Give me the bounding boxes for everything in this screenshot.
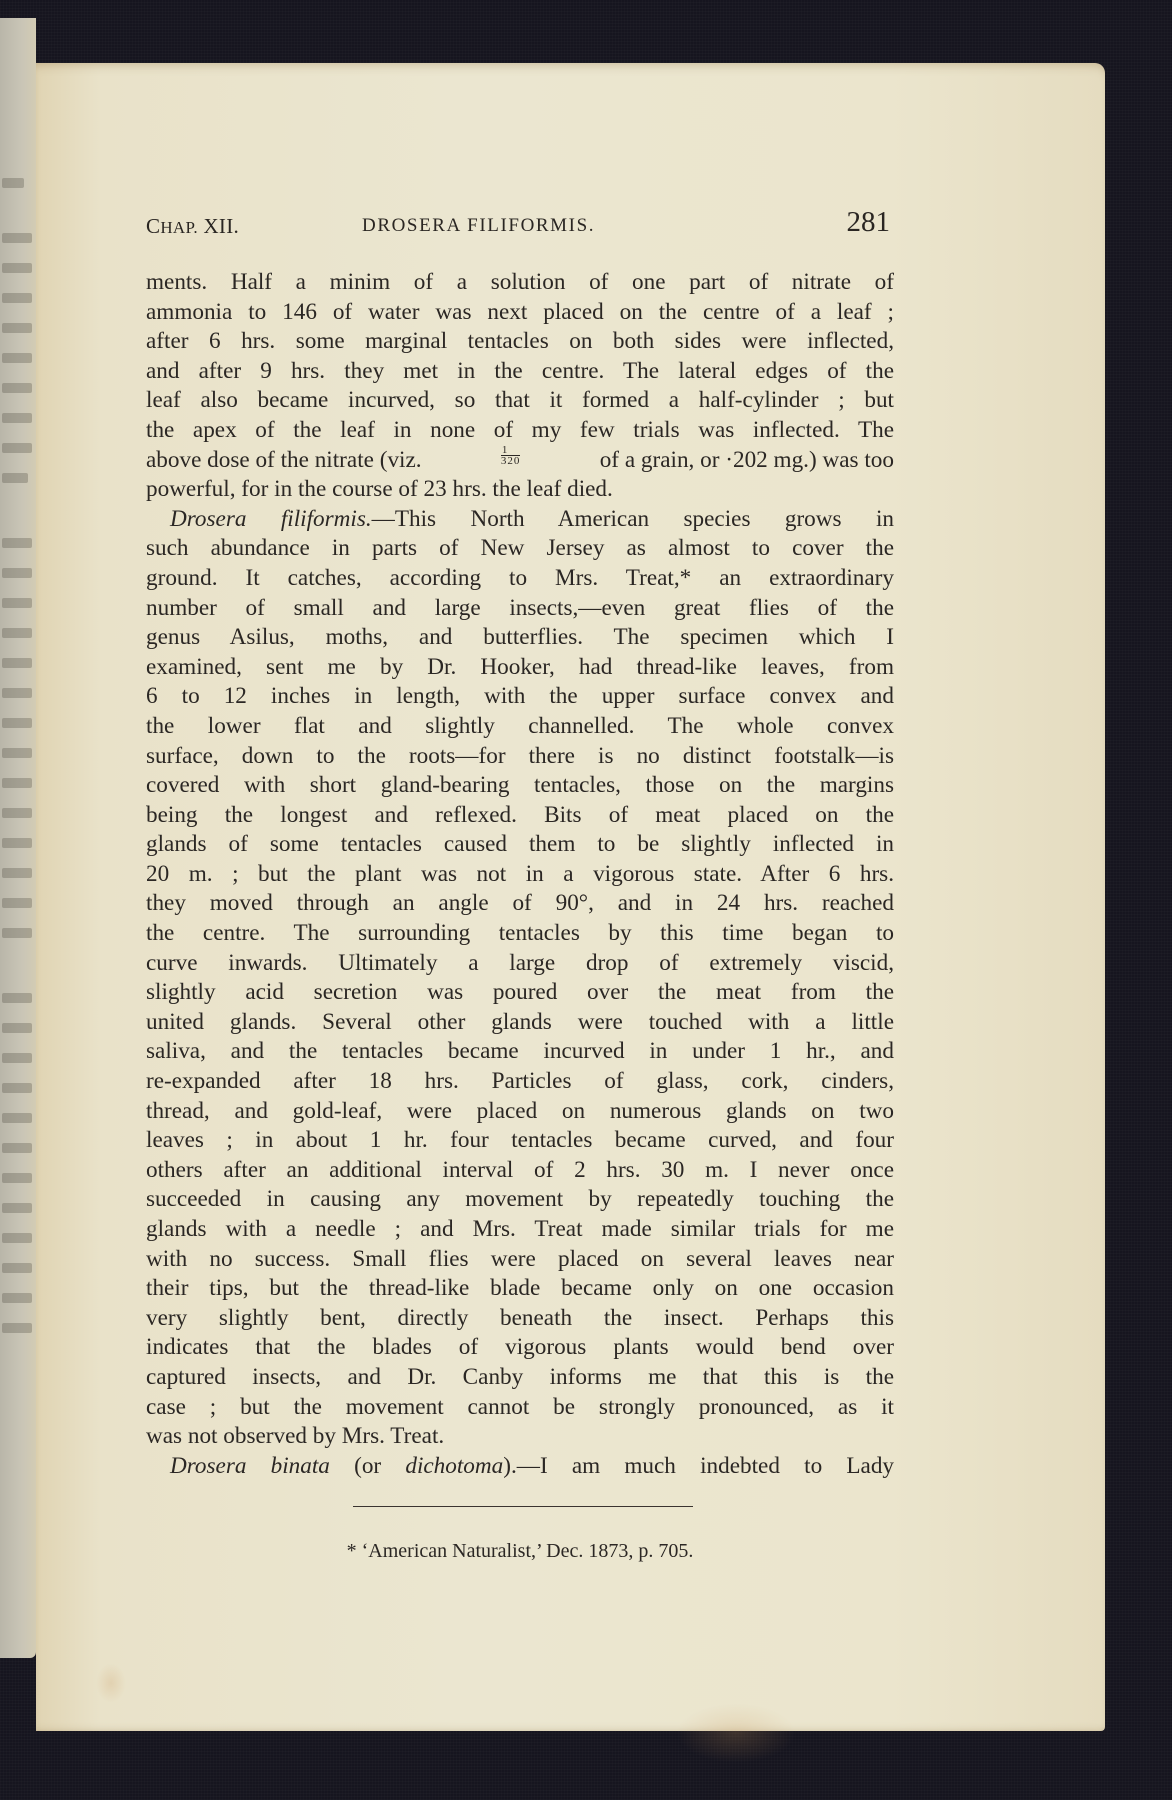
ghost-text-line	[2, 628, 32, 638]
ghost-text-line	[2, 1023, 32, 1033]
ghost-text-line	[2, 263, 32, 273]
text-line: the lower flat and slightly channelled. The whole convex	[146, 712, 894, 739]
fraction-numerator: 1	[501, 445, 521, 456]
previous-page-edge	[0, 18, 36, 1658]
ghost-text-line	[2, 1113, 32, 1123]
ghost-text-line	[2, 538, 32, 548]
dose-line-after: of a grain, or ·202 mg.) was too	[599, 446, 894, 473]
text-line: 20 m. ; but the plant was not in a vigorous state. After 6 hrs.	[146, 860, 894, 887]
text-line: the centre. The surrounding tentacles by this time began to	[146, 920, 894, 947]
fraction-denominator: 320	[500, 454, 521, 467]
ghost-text-line	[2, 838, 32, 848]
ghost-text-line	[2, 178, 24, 188]
ghost-text-line	[2, 808, 32, 818]
text-line: the apex of the leaf in none of my few trials was inflected. The	[146, 416, 894, 443]
ghost-text-line	[2, 568, 32, 578]
dose-line-before: above dose of the nitrate (viz.	[146, 446, 422, 473]
text-line: curve inwards. Ultimately a large drop of extremely viscid,	[146, 949, 894, 976]
ghost-text-line	[2, 898, 32, 908]
ghost-text-line	[2, 1173, 32, 1183]
species-name: Drosera binata	[170, 1452, 330, 1479]
text-line: ammonia to 146 of water was next placed on the centre of a leaf ;	[146, 298, 894, 325]
ghost-text-line	[2, 1263, 32, 1273]
ghost-text-line	[2, 993, 32, 1003]
text-fragment: ).—I am much indebted to Lady	[503, 1452, 895, 1479]
chapter-label-initial: C	[146, 214, 161, 238]
text-line: slightly acid secretion was poured over the meat from the	[146, 979, 894, 1006]
ghost-text-line	[2, 748, 32, 758]
ghost-text-line	[2, 688, 32, 698]
text-fragment: (or	[354, 1452, 382, 1479]
ghost-text-line	[2, 1293, 32, 1303]
text-line: others after an additional interval of 2 hrs. 30 m. I never once	[146, 1156, 894, 1183]
ghost-text-line	[2, 1323, 32, 1333]
paper-stain	[96, 1663, 126, 1703]
text-line: after 6 hrs. some marginal tentacles on both sides were inflected,	[146, 328, 894, 355]
text-line: captured insects, and Dr. Canby informs me that this is the	[146, 1363, 894, 1390]
species-alt-name: dichotoma	[405, 1452, 504, 1479]
text-line: such abundance in parts of New Jersey as almost to cover the	[146, 535, 894, 562]
ghost-text-line	[2, 868, 32, 878]
running-title: DROSERA FILIFORMIS.	[362, 215, 596, 236]
chapter-label	[146, 214, 239, 239]
ghost-text-line	[2, 293, 32, 303]
text-line: succeeded in causing any movement by repeatedly touching the	[146, 1186, 894, 1213]
binata-first-line	[146, 1452, 894, 1482]
footnote: * ‘American Naturalist,’ Dec. 1873, p. 705.	[346, 1540, 694, 1562]
text-line: was not observed by Mrs. Treat.	[146, 1423, 445, 1450]
ghost-text-line	[2, 778, 32, 788]
text-line: ground. It catches, according to Mrs. Treat,* an extraordinary	[146, 564, 894, 591]
ghost-text-line	[2, 658, 32, 668]
body-text	[146, 268, 894, 1481]
ghost-text-line	[2, 233, 32, 243]
ghost-text-line	[2, 718, 32, 728]
text-line: with no success. Small flies were placed on several leaves near	[146, 1245, 894, 1272]
text-fragment: —This North American species grows in	[371, 505, 894, 532]
text-line: thread, and gold-leaf, were placed on numerous glands on two	[146, 1097, 894, 1124]
text-line: being the longest and reflexed. Bits of meat placed on the	[146, 801, 894, 828]
paper-stain	[676, 1703, 796, 1763]
text-line: very slightly bent, directly beneath the insect. Perhaps this	[146, 1304, 894, 1331]
ghost-text-line	[2, 473, 28, 483]
text-line: examined, sent me by Dr. Hooker, had thread-like leaves, from	[146, 653, 894, 680]
ghost-text-line	[2, 598, 32, 608]
text-line: united glands. Several other glands were touched with a little	[146, 1008, 894, 1035]
text-line: 6 to 12 inches in length, with the upper surface convex and	[146, 683, 894, 710]
text-line: indicates that the blades of vigorous plants would bend over	[146, 1334, 894, 1361]
text-line: re-expanded after 18 hrs. Particles of glass, cork, cinders,	[146, 1068, 894, 1095]
ghost-text-line	[2, 443, 32, 453]
text-line: and after 9 hrs. they met in the centre. The lateral edges of the	[146, 357, 894, 384]
text-line: their tips, but the thread-like blade became only on one occasion	[146, 1275, 894, 1302]
ghost-text-line	[2, 383, 32, 393]
text-line: glands of some tentacles caused them to be slightly inflected in	[146, 831, 894, 858]
ghost-text-line	[2, 353, 32, 363]
ghost-text-line	[2, 1053, 32, 1063]
text-line: ments. Half a minim of a solution of one part of nitrate of	[146, 269, 894, 295]
text-line: number of small and large insects,—even great flies of the	[146, 594, 894, 621]
ghost-text-line	[2, 1233, 32, 1243]
dose-line	[146, 443, 894, 476]
chapter-number: XII.	[203, 214, 240, 238]
ghost-text-line	[2, 1143, 32, 1153]
text-line: leaves ; in about 1 hr. four tentacles became curved, and four	[146, 1127, 894, 1154]
text-line: case ; but the movement cannot be strongly pronounced, as it	[146, 1393, 894, 1420]
filiformis-first-line	[146, 505, 894, 535]
text-line: covered with short gland-bearing tentacles, those on the margins	[146, 772, 894, 799]
ghost-text-line	[2, 413, 32, 423]
text-line: surface, down to the roots—for there is no distinct footstalk—is	[146, 742, 894, 769]
text-line: powerful, for in the course of 23 hrs. the leaf died.	[146, 476, 613, 503]
text-line: they moved through an angle of 90°, and in 24 hrs. reached	[146, 890, 894, 917]
page-number: 281	[846, 206, 890, 238]
species-name: Drosera filiformis.	[170, 505, 372, 532]
ghost-text-line	[2, 1083, 32, 1093]
running-head	[146, 206, 894, 240]
text-line: leaf also became incurved, so that it formed a half-cylinder ; but	[146, 387, 894, 414]
chapter-label-smallcaps: HAP.	[160, 218, 198, 237]
fraction	[501, 445, 521, 475]
text-line: glands with a needle ; and Mrs. Treat made similar trials for me	[146, 1216, 894, 1242]
text-line: saliva, and the tentacles became incurved in under 1 hr., and	[146, 1038, 894, 1065]
footnote-rule	[353, 1506, 693, 1507]
ghost-text-line	[2, 1203, 32, 1213]
ghost-text-line	[2, 928, 32, 938]
text-line: genus Asilus, moths, and butterflies. The specimen which I	[146, 624, 894, 651]
ghost-text-line	[2, 323, 32, 333]
